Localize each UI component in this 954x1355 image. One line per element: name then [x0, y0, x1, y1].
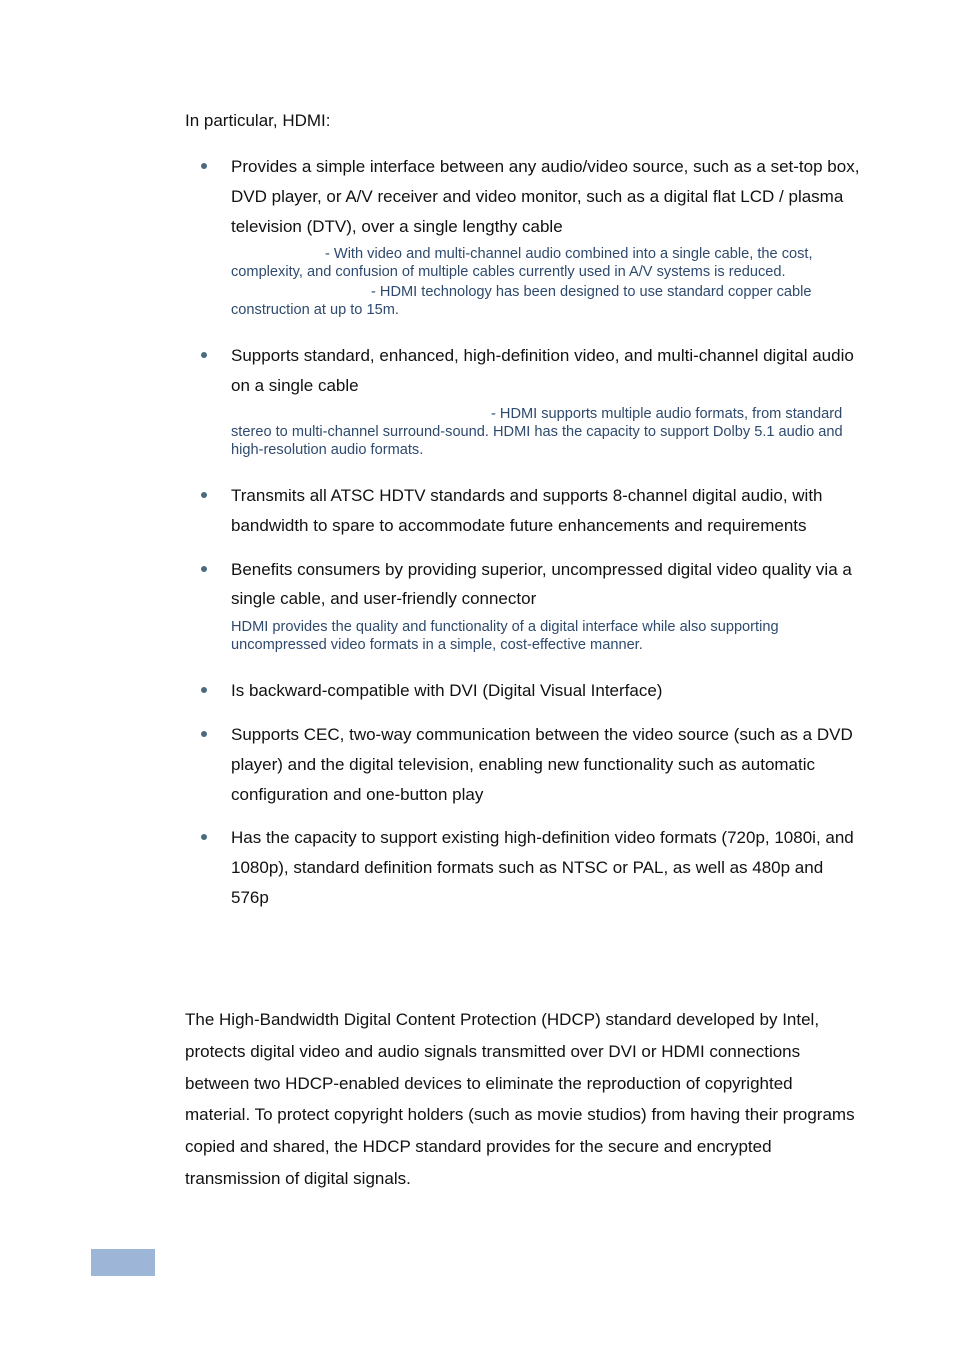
hdcp-paragraph: The High-Bandwidth Digital Content Protection (HDCP) standard developed by Intel, protects digital video and audio signals transmitted over DVI or HDMI connections between two HDCP-enabled devices to eliminate the reproduction of copyrighted material. To protect copyright holders (such as movie studios) from having their programs copied and shared, the HDCP standard provides for the secure and encrypted transmission of digital signals. [185, 1010, 855, 1188]
list-item [185, 481, 865, 541]
page-number-tab [91, 1249, 155, 1276]
bullet-text: Supports standard, enhanced, high-definition video, and multi-channel digital audio on a single cable [231, 346, 854, 396]
list-item [185, 341, 865, 459]
intro-text: In particular, HDMI: [185, 111, 331, 130]
hdmi-feature-list [185, 152, 865, 927]
list-item [185, 152, 865, 319]
bullet-icon [201, 566, 207, 572]
bullet-text: Has the capacity to support existing high-definition video formats (720p, 1080i, and 1080p), standard definition formats such as NTSC or PAL, as well as 480p and 576p [231, 828, 854, 907]
bullet-icon [201, 163, 207, 169]
bullet-text: Is backward-compatible with DVI (Digital Visual Interface) [231, 681, 663, 701]
bullet-note: - HDMI supports multiple audio formats, from standard stereo to multi-channel surround-sound. HDMI has the capacity to support Dolby 5.1 audio and high-resolution audio formats. [231, 405, 843, 458]
bullet-note: - HDMI technology has been designed to use standard copper cable construction at up to 15m. [231, 284, 812, 319]
bullet-icon [201, 352, 207, 358]
bullet-text: Provides a simple interface between any audio/video source, such as a set-top box, DVD player, or A/V receiver and video monitor, such as a digital flat LCD / plasma television (DTV), over a single lengthy cable [231, 157, 860, 236]
bullet-icon [201, 731, 207, 737]
list-item [185, 676, 865, 706]
bullet-note: HDMI provides the quality and functionality of a digital interface while also supporting uncompressed video formats in a simple, cost-effective manner. [231, 619, 779, 654]
list-item [185, 823, 865, 912]
bullet-text: Transmits all ATSC HDTV standards and supports 8-channel digital audio, with bandwidth to spare to accommodate future enhancements and requirements [231, 485, 823, 535]
bullet-icon [201, 687, 207, 693]
list-item [185, 555, 865, 655]
list-item [185, 720, 865, 809]
bullet-icon [201, 492, 207, 498]
bullet-note: - With video and multi-channel audio combined into a single cable, the cost, complexity, and confusion of multiple cables currently used in A/V systems is reduced. [231, 246, 813, 281]
bullet-text: Supports CEC, two-way communication between the video source (such as a DVD player) and the digital television, enabling new functionality such as automatic configuration and one-button play [231, 724, 853, 804]
bullet-text: Benefits consumers by providing superior, uncompressed digital video quality via a single cable, and user-friendly connector [231, 559, 852, 609]
bullet-icon [201, 834, 207, 840]
